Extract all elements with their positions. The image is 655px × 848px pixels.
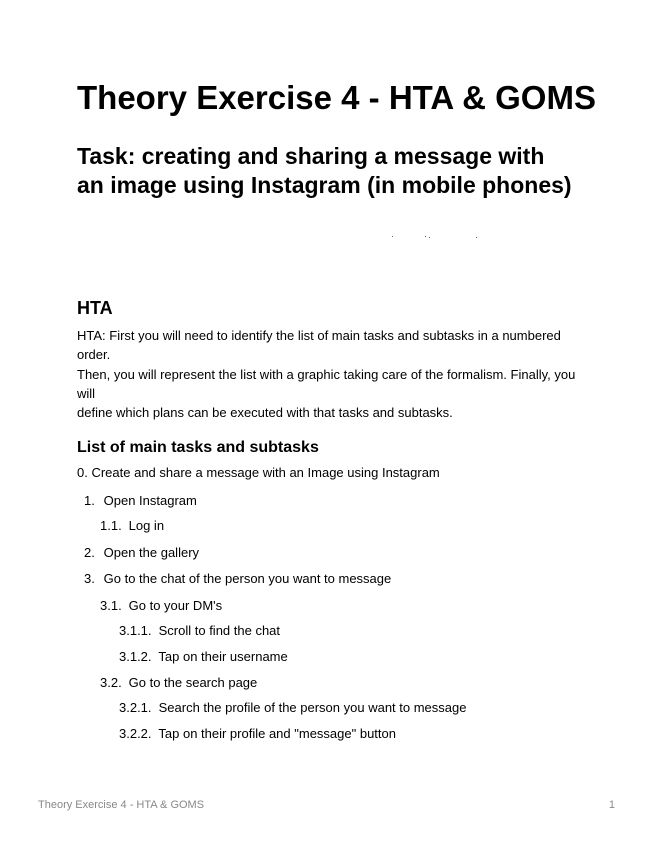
list-item — [119, 699, 466, 717]
list-item — [100, 597, 222, 615]
list-item-text: Tap on their profile and "message" button — [158, 726, 396, 741]
list-item — [84, 492, 197, 510]
hta-paragraph-2: Then, you will represent the list with a graphic taking care of the formalism. Finally, you will — [77, 366, 576, 401]
list-item — [84, 544, 199, 562]
list-item-text: Open the gallery — [103, 545, 200, 560]
list-item-text: Log in — [128, 518, 165, 533]
list-item — [119, 648, 288, 666]
list-item-number: 3.1.2. — [119, 649, 152, 664]
hta-description — [77, 326, 577, 422]
list-item — [119, 622, 280, 640]
hta-paragraph-1: HTA: First you will need to identify the list of main tasks and subtasks in a numbered order. — [77, 328, 561, 363]
list-item-number: 1.1. — [100, 518, 122, 533]
list-item-text: Scroll to find the chat — [158, 623, 281, 638]
list-item-text: Go to your DM's — [128, 598, 223, 613]
list-item-number: 2. — [84, 545, 95, 560]
page-number: 1 — [608, 799, 615, 811]
list-item-text: Tap on their username — [158, 649, 288, 664]
list-heading: List of main tasks and subtasks — [77, 439, 319, 456]
list-item-text: Go to the search page — [128, 675, 258, 690]
list-item — [100, 517, 164, 535]
list-item-text: Search the profile of the person you want to message — [158, 700, 467, 715]
root-task: 0. Create and share a message with an Image using Instagram — [77, 465, 440, 480]
list-item-number: 1. — [84, 493, 95, 508]
footer-title: Theory Exercise 4 - HTA & GOMS — [38, 799, 205, 811]
list-item-number: 3. — [84, 571, 95, 586]
list-item-text: Go to the chat of the person you want to message — [103, 571, 392, 586]
list-item-number: 3.2.1. — [119, 700, 152, 715]
list-item-number: 3.1. — [100, 598, 122, 613]
hta-heading: HTA — [77, 298, 113, 318]
list-item-number: 3.2. — [100, 675, 122, 690]
list-item-number: 3.2.2. — [119, 726, 152, 741]
list-item-text: Open Instagram — [103, 493, 197, 508]
task-heading: Task: creating and sharing a message with an image using Instagram (in mobile phones) — [77, 143, 572, 198]
list-item-number: 3.1.1. — [119, 623, 152, 638]
list-item — [84, 570, 391, 588]
document-title: Theory Exercise 4 - HTA & GOMS — [77, 79, 596, 116]
list-item — [119, 725, 396, 743]
list-item — [100, 674, 257, 692]
hta-paragraph-3: define which plans can be executed with that tasks and subtasks. — [77, 405, 453, 421]
